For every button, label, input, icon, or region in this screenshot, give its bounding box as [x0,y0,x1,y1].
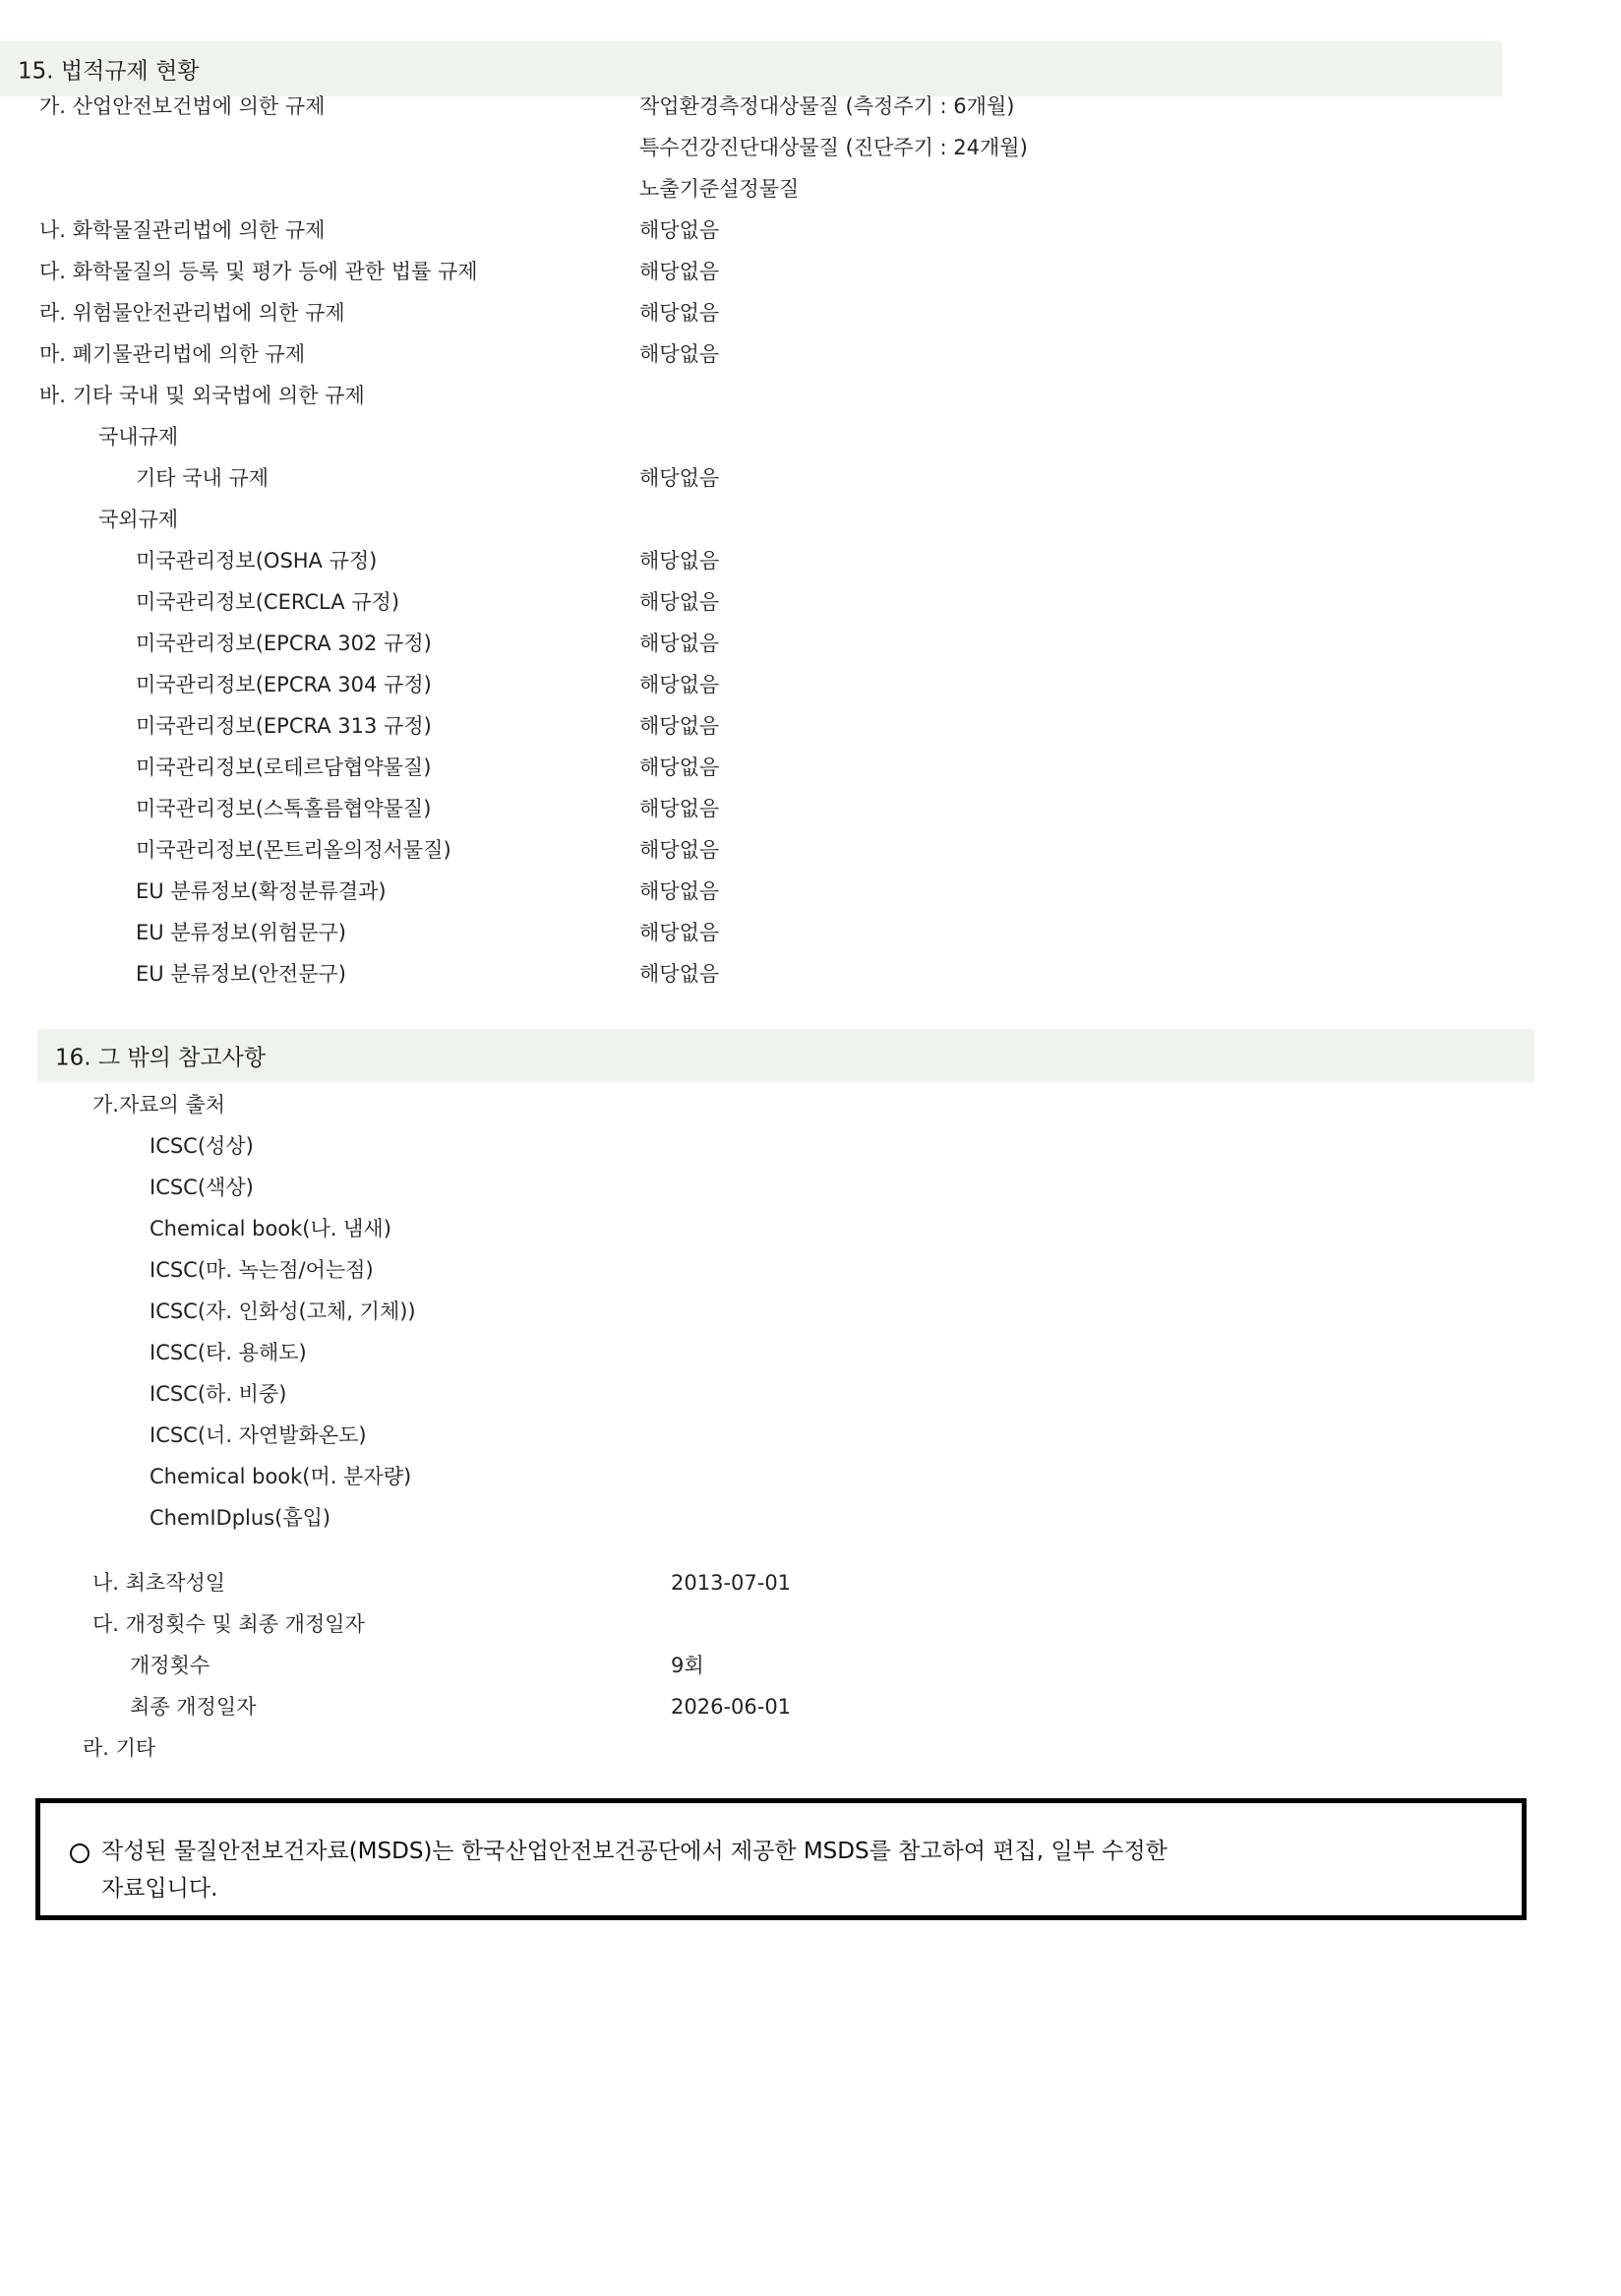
regulation-subheading: 국외규제 [98,508,179,531]
regulation-value: 해당없음 [639,673,720,696]
source-item: ICSC(마. 녹는점/어는점) [150,1258,374,1282]
regulation-value: 작업환경측정대상물질 (측정주기 : 6개월) [639,94,1015,118]
regulation-value: 해당없음 [639,466,720,490]
regulation-label: 가. 산업안전보건법에 의한 규제 [39,94,326,118]
regulation-value: 해당없음 [639,632,720,655]
regulation-value: 해당없음 [639,921,720,944]
section-15-title: 15. 법적규제 현황 [18,58,200,85]
source-item: ChemIDplus(흡입) [150,1506,331,1530]
regulation-label: 미국관리정보(EPCRA 304 규정) [136,673,432,696]
section-16-title: 16. 그 밖의 참고사항 [55,1045,267,1071]
regulation-label: EU 분류정보(위험문구) [136,921,346,944]
source-item: ICSC(자. 인화성(고체, 기체)) [150,1299,416,1323]
notice-line-1: 작성된 물질안전보건자료(MSDS)는 한국산업안전보건공단에서 제공한 MSDS를 참고하여 편집, 일부 수정한 [101,1839,1168,1864]
regulation-label: 미국관리정보(CERCLA 규정) [136,590,400,614]
regulation-label: 마. 폐기물관리법에 의한 규제 [39,342,306,366]
source-item: ICSC(색상) [150,1176,254,1199]
regulation-label: 나. 화학물질관리법에 의한 규제 [39,218,326,242]
source-item: Chemical book(나. 냄새) [150,1217,391,1240]
section-15-header [0,41,1502,96]
first-written-value: 2013-07-01 [671,1571,792,1595]
regulation-label: EU 분류정보(안전문구) [136,962,346,986]
regulation-value: 해당없음 [639,797,720,820]
regulation-label: 바. 기타 국내 및 외국법에 의한 규제 [39,384,365,407]
last-revision-value: 2026-06-01 [671,1695,792,1719]
source-item: Chemical book(머. 분자량) [150,1465,412,1488]
regulation-label: 기타 국내 규제 [136,466,270,490]
revision-heading: 다. 개정횟수 및 최종 개정일자 [92,1612,365,1636]
revision-count-label: 개정횟수 [130,1654,210,1677]
section-16-header [37,1029,1534,1082]
regulation-value: 해당없음 [639,590,720,614]
regulation-label: 라. 위험물안전관리법에 의한 규제 [39,301,345,325]
last-revision-label: 최종 개정일자 [130,1695,257,1719]
regulation-value: 해당없음 [639,218,720,242]
regulation-value: 해당없음 [639,755,720,779]
regulation-value: 해당없음 [639,838,720,862]
regulation-value: 특수건강진단대상물질 (진단주기 : 24개월) [639,136,1028,159]
regulation-value: 해당없음 [639,714,720,738]
revision-count-value: 9회 [671,1654,704,1677]
regulation-value: 해당없음 [639,549,720,573]
regulation-label: 미국관리정보(EPCRA 313 규정) [136,714,432,738]
source-item: ICSC(성상) [150,1134,254,1158]
source-item: ICSC(타. 용해도) [150,1341,307,1364]
msds-notice-box [35,1798,1527,1920]
regulation-label: 미국관리정보(로테르담협약물질) [136,755,432,779]
sources-heading: 가.자료의 출처 [92,1093,226,1117]
regulation-value: 해당없음 [639,879,720,903]
regulation-label: 미국관리정보(OSHA 규정) [136,549,378,573]
notice-line-2: 자료입니다. [101,1876,218,1902]
regulation-value: 해당없음 [639,260,720,283]
regulation-label: 미국관리정보(스톡홀름협약물질) [136,797,432,820]
regulation-label: 다. 화학물질의 등록 및 평가 등에 관한 법률 규제 [39,260,478,283]
source-item: ICSC(하. 비중) [150,1382,287,1406]
regulation-value: 노출기준설정물질 [639,177,800,201]
regulation-label: EU 분류정보(확정분류결과) [136,879,387,903]
circle-bullet-icon [70,1843,90,1863]
regulation-value: 해당없음 [639,301,720,325]
regulation-subheading: 국내규제 [98,425,179,449]
regulation-label: 미국관리정보(EPCRA 302 규정) [136,632,432,655]
regulation-label: 미국관리정보(몬트리올의정서물질) [136,838,451,862]
source-item: ICSC(너. 자연발화온도) [150,1423,367,1447]
regulation-value: 해당없음 [639,342,720,366]
first-written-label: 나. 최초작성일 [92,1571,226,1595]
regulation-value: 해당없음 [639,962,720,986]
other-label: 라. 기타 [83,1736,156,1760]
